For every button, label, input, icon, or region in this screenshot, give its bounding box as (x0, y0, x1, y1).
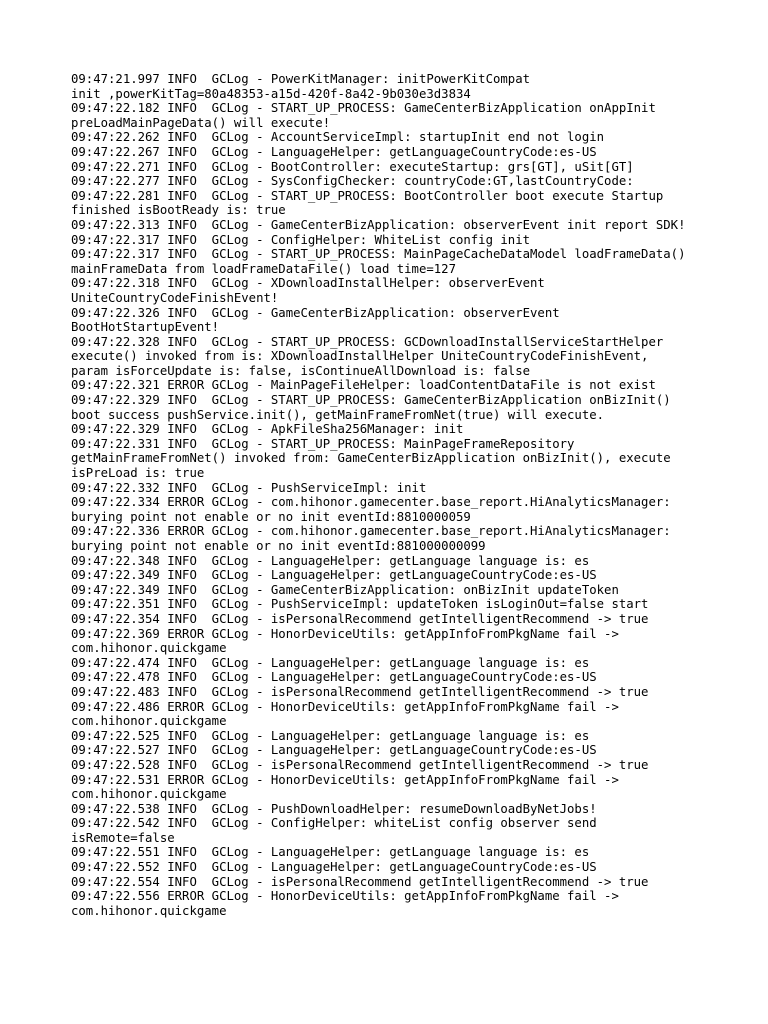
log-line: init ,powerKitTag=80a48353-a15d-420f-8a42-9b030e3d3834 (71, 86, 471, 101)
log-line: 09:47:22.531 ERROR GCLog - HonorDeviceUtils: getAppInfoFromPkgName fail -> (71, 772, 619, 787)
log-line: param isForceUpdate is: false, isContinueAllDownload is: false (71, 363, 531, 378)
log-line: 09:47:22.336 ERROR GCLog - com.hihonor.gamecenter.base_report.HiAnalyticsManager: (71, 524, 671, 539)
log-line: 09:47:22.271 INFO GCLog - BootController: executeStartup: grs[GT], uSit[GT] (71, 159, 634, 174)
log-line: com.hihonor.quickgame (71, 903, 227, 918)
log-line: 09:47:22.474 INFO GCLog - LanguageHelper: getLanguage language is: es (71, 655, 590, 670)
log-line: 09:47:22.317 INFO GCLog - START_UP_PROCESS: MainPageCacheDataModel loadFrameData() (71, 247, 686, 262)
log-line: 09:47:22.317 INFO GCLog - ConfigHelper: WhiteList config init (71, 232, 531, 247)
log-line: isRemote=false (71, 830, 175, 845)
log-line: mainFrameData from loadFrameDataFile() load time=127 (71, 261, 456, 276)
log-line: 09:47:22.369 ERROR GCLog - HonorDeviceUtils: getAppInfoFromPkgName fail -> (71, 626, 619, 641)
log-line: 09:47:22.483 INFO GCLog - isPersonalRecommend getIntelligentRecommend -> true (71, 684, 649, 699)
log-line: 09:47:22.554 INFO GCLog - isPersonalRecommend getIntelligentRecommend -> true (71, 874, 649, 889)
log-line: 09:47:22.354 INFO GCLog - isPersonalRecommend getIntelligentRecommend -> true (71, 611, 649, 626)
log-line: 09:47:22.277 INFO GCLog - SysConfigChecker: countryCode:GT,lastCountryCode: (71, 174, 634, 189)
log-line: 09:47:22.331 INFO GCLog - START_UP_PROCESS: MainPageFrameRepository (71, 436, 575, 451)
log-line: 09:47:22.525 INFO GCLog - LanguageHelper: getLanguage language is: es (71, 728, 590, 743)
log-line: 09:47:22.349 INFO GCLog - GameCenterBizApplication: onBizInit updateToken (71, 582, 619, 597)
log-line: com.hihonor.quickgame (71, 787, 227, 802)
log-line: 09:47:22.326 INFO GCLog - GameCenterBizApplication: observerEvent (71, 305, 560, 320)
log-line: 09:47:22.321 ERROR GCLog - MainPageFileHelper: loadContentDataFile is not exist (71, 378, 656, 393)
log-line: boot success pushService.init(), getMainFrameFromNet(true) will execute. (71, 407, 605, 422)
log-line: 09:47:22.478 INFO GCLog - LanguageHelper: getLanguageCountryCode:es-US (71, 670, 597, 685)
log-line: 09:47:22.551 INFO GCLog - LanguageHelper: getLanguage language is: es (71, 845, 590, 860)
log-line: 09:47:22.334 ERROR GCLog - com.hihonor.gamecenter.base_report.HiAnalyticsManager: (71, 495, 671, 510)
log-line: UniteCountryCodeFinishEvent! (71, 290, 279, 305)
log-line: isPreLoad is: true (71, 466, 205, 481)
log-line: execute() invoked from is: XDownloadInstallHelper UniteCountryCodeFinishEvent, (71, 349, 649, 364)
log-line: 09:47:22.313 INFO GCLog - GameCenterBizApplication: observerEvent init report SDK! (71, 217, 686, 232)
log-line: 09:47:22.329 INFO GCLog - START_UP_PROCESS: GameCenterBizApplication onBizInit() (71, 393, 671, 408)
log-line: 09:47:22.328 INFO GCLog - START_UP_PROCESS: GCDownloadInstallServiceStartHelper (71, 334, 664, 349)
log-line: 09:47:22.542 INFO GCLog - ConfigHelper: whiteList config observer send (71, 816, 597, 831)
log-line: preLoadMainPageData() will execute! (71, 115, 331, 130)
log-line: 09:47:21.997 INFO GCLog - PowerKitManager: initPowerKitCompat (71, 72, 531, 86)
log-line: 09:47:22.556 ERROR GCLog - HonorDeviceUtils: getAppInfoFromPkgName fail -> (71, 889, 619, 904)
log-line: 09:47:22.262 INFO GCLog - AccountServiceImpl: startupInit end not login (71, 130, 605, 145)
log-line: finished isBootReady is: true (71, 203, 286, 218)
log-line: 09:47:22.332 INFO GCLog - PushServiceImpl: init (71, 480, 427, 495)
log-text-block (71, 72, 711, 918)
log-line: 09:47:22.538 INFO GCLog - PushDownloadHelper: resumeDownloadByNetJobs! (71, 801, 597, 816)
log-line: getMainFrameFromNet() invoked from: GameCenterBizApplication onBizInit(), execute (71, 451, 671, 466)
log-line: 09:47:22.527 INFO GCLog - LanguageHelper: getLanguageCountryCode:es-US (71, 743, 597, 758)
log-line: 09:47:22.486 ERROR GCLog - HonorDeviceUtils: getAppInfoFromPkgName fail -> (71, 699, 619, 714)
log-line: 09:47:22.318 INFO GCLog - XDownloadInstallHelper: observerEvent (71, 276, 545, 291)
log-line: 09:47:22.329 INFO GCLog - ApkFileSha256Manager: init (71, 422, 464, 437)
log-line: 09:47:22.182 INFO GCLog - START_UP_PROCESS: GameCenterBizApplication onAppInit (71, 101, 656, 116)
log-line: 09:47:22.528 INFO GCLog - isPersonalRecommend getIntelligentRecommend -> true (71, 757, 649, 772)
log-line: burying point not enable or no init eventId:881000000099 (71, 539, 486, 553)
log-line: 09:47:22.552 INFO GCLog - LanguageHelper: getLanguageCountryCode:es-US (71, 860, 597, 875)
log-line: com.hihonor.quickgame (71, 641, 227, 656)
log-line: 09:47:22.351 INFO GCLog - PushServiceImpl: updateToken isLoginOut=false start (71, 597, 649, 612)
log-line: 09:47:22.281 INFO GCLog - START_UP_PROCESS: BootController boot execute Startup (71, 188, 664, 203)
log-line: burying point not enable or no init eventId:8810000059 (71, 509, 471, 524)
log-line: 09:47:22.267 INFO GCLog - LanguageHelper: getLanguageCountryCode:es-US (71, 144, 597, 159)
log-line: com.hihonor.quickgame (71, 714, 227, 729)
log-line: 09:47:22.349 INFO GCLog - LanguageHelper: getLanguageCountryCode:es-US (71, 568, 597, 583)
log-line: 09:47:22.348 INFO GCLog - LanguageHelper: getLanguage language is: es (71, 553, 590, 568)
log-line: BootHotStartupEvent! (71, 320, 220, 335)
